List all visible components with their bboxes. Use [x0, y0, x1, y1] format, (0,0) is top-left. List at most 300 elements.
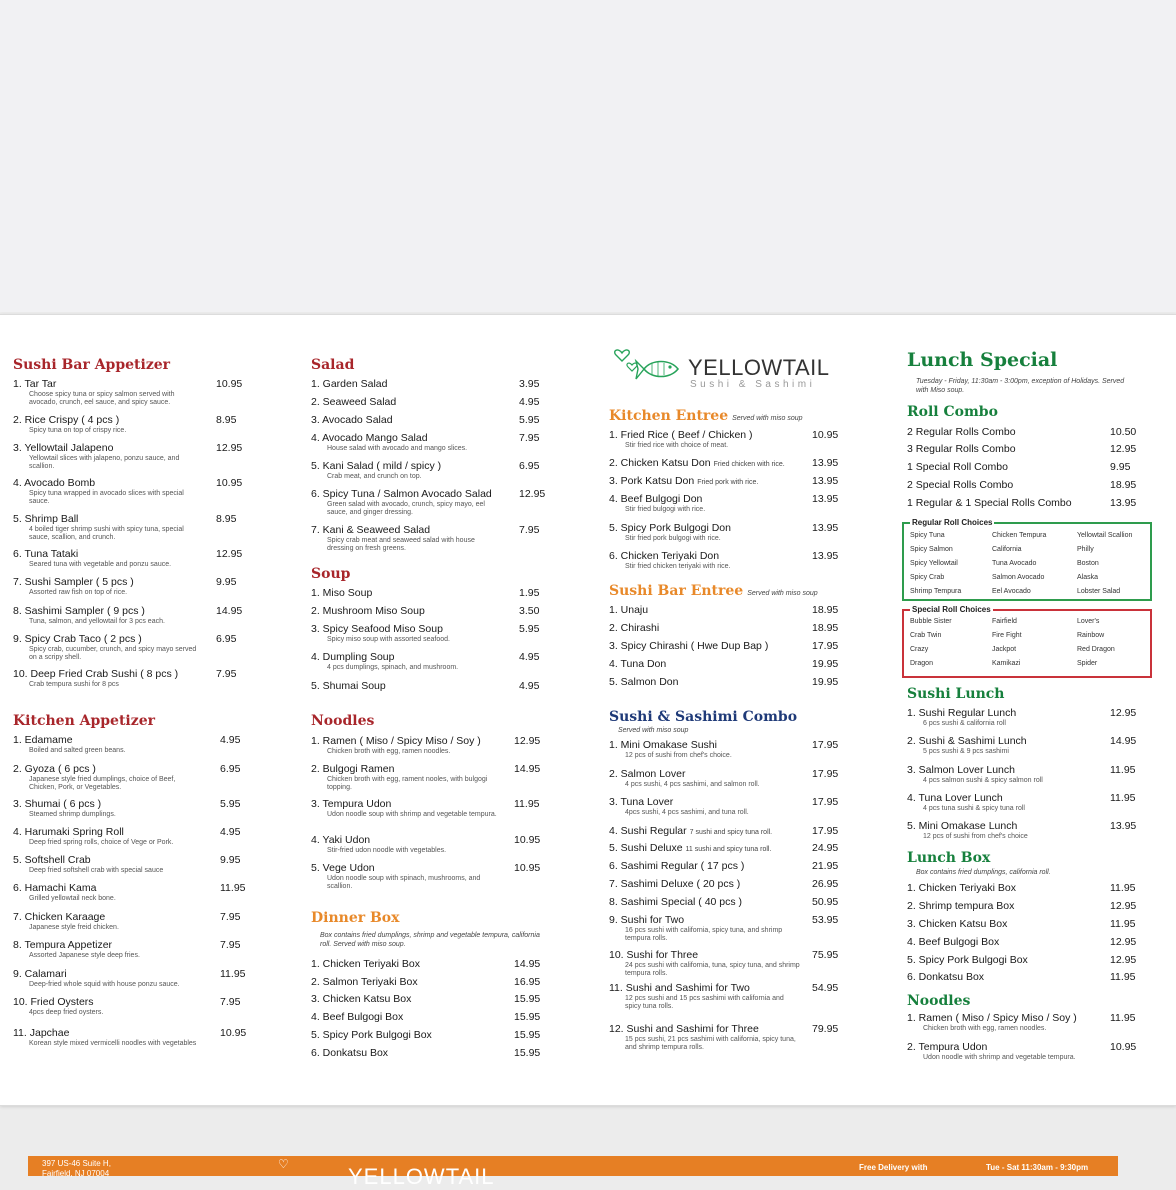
menu-item-price: 11.95 — [1110, 971, 1136, 983]
menu-item — [13, 763, 260, 792]
menu-item-name-text: 5. Shrimp Ball — [13, 513, 79, 525]
menu-item-name-text: 3. Tuna Lover — [609, 796, 674, 808]
menu-item-price: 13.95 — [812, 522, 839, 534]
menu-item-description: Steamed shrimp dumplings. — [29, 811, 116, 818]
roll-choice: Spicy Crab — [910, 574, 945, 581]
fish-logo-icon — [612, 343, 692, 393]
menu-item-description: Grilled yellowtail neck bone. — [29, 895, 116, 902]
menu-item — [311, 414, 559, 426]
menu-item-price: 7.95 — [220, 911, 241, 923]
roll-choice: Crab Twin — [910, 632, 942, 639]
menu-item-name-text: 10. Deep Fried Crab Sushi ( 8 pcs ) — [13, 668, 179, 680]
menu-item-price: 15.95 — [514, 1047, 541, 1059]
menu-item — [311, 993, 554, 1005]
menu-item-description: Stir fried bulgogi with rice. — [625, 506, 706, 513]
menu-item-price: 7.95 — [519, 432, 540, 444]
menu-item-price: 79.95 — [812, 1023, 839, 1035]
menu-item — [907, 1012, 1150, 1033]
menu-item — [311, 1029, 554, 1041]
menu-item — [311, 651, 559, 672]
menu-item-name-text: 3. Pork Katsu Don — [609, 475, 695, 487]
menu-item — [609, 475, 852, 489]
menu-item-price: 17.95 — [812, 640, 839, 652]
menu-item-name-text: 6. Hamachi Kama — [13, 882, 97, 894]
menu-item-name-text: 1 Regular & 1 Special Rolls Combo — [907, 497, 1072, 509]
menu-item-description: Japanese style freid chicken. — [29, 924, 119, 931]
menu-item-name-text: 4. Beef Bulgogi Box — [311, 1011, 404, 1023]
menu-item-inline-desc: Fried pork with rice. — [697, 479, 759, 486]
menu-item — [609, 914, 852, 943]
menu-item-price: 21.95 — [812, 860, 839, 872]
menu-item — [907, 792, 1150, 813]
kitchen-entree-note: Served with miso soup — [732, 415, 803, 422]
menu-item — [311, 605, 559, 617]
menu-item-price: 18.95 — [812, 604, 839, 616]
menu-item-price: 19.95 — [812, 658, 839, 670]
roll-choice: Crazy — [910, 646, 929, 653]
section-title-dinner-box: Dinner Box — [311, 910, 400, 926]
menu-item-price: 17.95 — [812, 796, 839, 808]
menu-item-name-text: 1. Unaju — [609, 604, 649, 616]
menu-item-name-text: 1. Sushi Regular Lunch — [907, 707, 1017, 719]
menu-item-price: 18.95 — [812, 622, 839, 634]
menu-item — [907, 426, 1150, 438]
menu-item-price: 26.95 — [812, 878, 839, 890]
menu-item — [13, 996, 260, 1017]
menu-item-name-text: 6. Tuna Tataki — [13, 548, 79, 560]
menu-item-description: Spicy tuna wrapped in avocado slices with special sauce. — [29, 490, 184, 505]
menu-item-price: 13.95 — [812, 475, 839, 487]
menu-item-price: 12.95 — [216, 442, 243, 454]
menu-item — [311, 862, 554, 891]
menu-item-description: 4 pcs salmon sushi & spicy salmon roll — [923, 777, 1043, 784]
menu-item-name-text: 5. Shumai Soup — [311, 680, 386, 692]
menu-item-price: 9.95 — [220, 854, 241, 866]
menu-item — [13, 442, 256, 471]
menu-item-price: 53.95 — [812, 914, 839, 926]
special-roll-choices-box — [902, 605, 1152, 678]
combo-note: Served with miso soup — [618, 727, 689, 734]
menu-item-name-text: 4. Avocado Bomb — [13, 477, 96, 489]
menu-item-name-text: 5. Kani Salad ( mild / spicy ) — [311, 460, 442, 472]
menu-item-name-text: 9. Spicy Crab Taco ( 2 pcs ) — [13, 633, 142, 645]
section-title-roll-combo: Roll Combo — [907, 404, 998, 420]
menu-item — [609, 457, 852, 471]
menu-item — [609, 550, 852, 571]
menu-item-price: 10.95 — [812, 429, 839, 441]
menu-item-description: Boiled and salted green beans. — [29, 747, 126, 754]
menu-item-name-text: 1. Ramen ( Miso / Spicy Miso / Soy ) — [907, 1012, 1077, 1024]
menu-item-description: Yellowtail slices with jalapeno, ponzu sauce, and scallion. — [29, 455, 180, 470]
menu-item-price: 12.95 — [1110, 936, 1137, 948]
brand-name: YELLOWTAIL — [688, 355, 830, 380]
menu-item-name-text: 2. Mushroom Miso Soup — [311, 605, 425, 617]
menu-item-description: 4pcs deep fried oysters. — [29, 1009, 104, 1016]
menu-item-price: 10.95 — [220, 1027, 247, 1039]
menu-item-price: 17.95 — [812, 825, 839, 837]
menu-item — [907, 764, 1150, 785]
menu-item — [13, 633, 256, 662]
menu-item-name-text: 6. Donkatsu Box — [907, 971, 985, 983]
menu-item-name-text: 3. Spicy Seafood Miso Soup — [311, 623, 443, 635]
roll-choice: Rainbow — [1077, 632, 1105, 639]
heart-icon: ♡ — [278, 1157, 289, 1171]
menu-item — [13, 1027, 260, 1048]
menu-item-price: 11.95 — [514, 798, 540, 810]
menu-item-name-text: 9. Sushi for Two — [609, 914, 685, 926]
menu-item-price: 13.95 — [1110, 820, 1137, 832]
menu-item — [907, 707, 1150, 728]
menu-item-price: 11.95 — [220, 882, 246, 894]
menu-item-price: 11.95 — [1110, 792, 1136, 804]
menu-item-price: 9.95 — [216, 576, 237, 588]
menu-item-price: 11.95 — [1110, 1012, 1136, 1024]
section-title-sushi-bar-appetizer: Sushi Bar Appetizer — [13, 357, 171, 373]
menu-item-description: 4 pcs tuna sushi & spicy tuna roll — [923, 805, 1025, 812]
menu-item-price: 10.50 — [1110, 426, 1137, 438]
menu-item — [311, 488, 559, 517]
roll-choice: Salmon Avocado — [992, 574, 1045, 581]
footer-delivery: Free Delivery with — [859, 1163, 928, 1172]
menu-item-description: Japanese style fried dumplings, choice of Beef, Chicken, Pork, or Vegetables. — [29, 776, 176, 791]
menu-item — [907, 1041, 1150, 1062]
menu-item-price: 12.95 — [1110, 900, 1137, 912]
menu-item-description: 15 pcs sushi, 21 pcs sashimi with california, spicy tuna, and shrimp tempura rolls. — [625, 1036, 796, 1051]
menu-item-name-text: 9. Calamari — [13, 968, 67, 980]
menu-item-description: Deep fried softshell crab with special sauce — [29, 867, 164, 874]
menu-item-name-text: 2. Gyoza ( 6 pcs ) — [13, 763, 96, 775]
menu-item-price: 12.95 — [519, 488, 546, 500]
menu-item-name-text: 1. Chicken Teriyaki Box — [907, 882, 1016, 894]
menu-item — [13, 477, 256, 506]
menu-item-name-text: 8. Tempura Appetizer — [13, 939, 113, 951]
menu-item — [311, 623, 559, 644]
menu-item-name-text: 11. Japchae — [13, 1027, 70, 1039]
menu-item-price: 11.95 — [1110, 918, 1136, 930]
menu-item — [609, 429, 852, 450]
menu-item — [609, 768, 852, 789]
menu-item-price: 7.95 — [216, 668, 237, 680]
menu-item-name-text: 2. Bulgogi Ramen — [311, 763, 395, 775]
menu-item-price: 15.95 — [514, 1011, 541, 1023]
menu-item-price: 9.95 — [1110, 461, 1131, 473]
menu-item-price: 24.95 — [812, 842, 839, 854]
menu-item — [609, 622, 852, 634]
menu-item-name-text: 6. Donkatsu Box — [311, 1047, 389, 1059]
menu-item-price: 4.95 — [519, 680, 540, 692]
regular-roll-choices-title: Regular Roll Choices — [912, 518, 993, 527]
menu-item-price: 17.95 — [812, 739, 839, 751]
menu-item-price: 5.95 — [220, 798, 241, 810]
menu-item-price: 10.95 — [1110, 1041, 1137, 1053]
menu-item-price: 50.95 — [812, 896, 839, 908]
menu-item — [311, 587, 559, 599]
roll-choice: Kamikazi — [992, 660, 1021, 667]
menu-item-description: Choose spicy tuna or spicy salmon served with avocado, crunch, eel sauce, and spicy sauce. — [29, 391, 175, 406]
menu-item — [13, 548, 256, 569]
roll-choice: Philly — [1077, 546, 1094, 553]
menu-item — [609, 896, 852, 908]
menu-item-name-text: 6. Chicken Teriyaki Don — [609, 550, 720, 562]
roll-choice: Spider — [1077, 660, 1098, 667]
menu-item-price: 54.95 — [812, 982, 839, 994]
menu-item — [13, 576, 256, 597]
menu-item — [907, 971, 1150, 983]
menu-item-description: Stir fried chicken teriyaki with rice. — [625, 563, 731, 570]
special-roll-choices-title: Special Roll Choices — [912, 605, 991, 614]
menu-item — [907, 820, 1150, 841]
menu-item-price: 8.95 — [216, 414, 237, 426]
menu-item-description: 16 pcs sushi with california, spicy tuna, and shrimp tempura rolls. — [625, 927, 783, 942]
menu-item — [609, 860, 852, 872]
menu-item-name-text: 10. Fried Oysters — [13, 996, 94, 1008]
menu-item-name-text: 4. Beef Bulgogi Don — [609, 493, 703, 505]
roll-choice: Shrimp Tempura — [910, 588, 962, 595]
section-title-lunch-noodles: Noodles — [907, 993, 971, 1009]
section-title-lunch-special: Lunch Special — [907, 349, 1058, 371]
menu-item — [609, 604, 852, 616]
footer-hours: Tue - Sat 11:30am - 9:30pm — [986, 1163, 1089, 1172]
menu-item-name-text: 3. Chicken Katsu Box — [311, 993, 412, 1005]
section-title-sushi-lunch: Sushi Lunch — [907, 686, 1005, 702]
menu-item-name-text: 5. Mini Omakase Lunch — [907, 820, 1018, 832]
menu-item-description: Crab meat, and crunch on top. — [327, 473, 422, 480]
menu-item — [609, 825, 852, 839]
menu-item-description: Stir fried pork bulgogi with rice. — [625, 535, 721, 542]
menu-item-price: 4.95 — [519, 651, 540, 663]
menu-item-description: Spicy crab meat and seaweed salad with house dressing on fresh greens. — [327, 537, 475, 552]
menu-item — [13, 882, 260, 903]
menu-item-name-text: 1 Special Roll Combo — [907, 461, 1008, 473]
menu-item-description: Spicy tuna on top of crispy rice. — [29, 427, 127, 434]
menu-item-description: 5 pcs sushi & 9 pcs sashimi — [923, 748, 1009, 755]
menu-item — [907, 882, 1150, 894]
menu-item-price: 7.95 — [519, 524, 540, 536]
menu-item-description: Stir fried rice with choice of meat. — [625, 442, 729, 449]
menu-item-description: 4pcs sushi, 4 pcs sashimi, and tuna roll. — [625, 809, 749, 816]
menu-item-price: 7.95 — [220, 939, 241, 951]
menu-item-price: 11.95 — [220, 968, 246, 980]
menu-item — [311, 834, 554, 855]
kitchen-entree-title-text: Kitchen Entree — [609, 408, 729, 424]
menu-item — [13, 513, 256, 542]
menu-item-name-text: 7. Sashimi Deluxe ( 20 pcs ) — [609, 878, 741, 890]
menu-item-name-text: 1. Mini Omakase Sushi — [609, 739, 717, 751]
menu-item — [311, 735, 554, 756]
roll-choice: Jackpot — [992, 646, 1017, 653]
menu-item-name-text: 3. Shumai ( 6 pcs ) — [13, 798, 102, 810]
menu-item-price: 7.95 — [220, 996, 241, 1008]
menu-item-name-text: 3. Salmon Lover Lunch — [907, 764, 1015, 776]
menu-item-name-text: 4. Beef Bulgogi Box — [907, 936, 1000, 948]
menu-item-price: 11.95 — [1110, 882, 1136, 894]
footer-address-line1: 397 US-46 Suite H, — [42, 1159, 111, 1168]
menu-item — [609, 658, 852, 670]
roll-choice: Lover's — [1077, 618, 1100, 625]
menu-item-inline-desc: Fried chicken with rice. — [713, 461, 785, 468]
roll-choice: Red Dragon — [1077, 646, 1115, 653]
menu-item-description: Stir-fried udon noodle with vegetables. — [327, 847, 447, 854]
menu-item — [13, 414, 256, 435]
menu-item — [13, 378, 256, 407]
menu-item-name-text: 3. Tempura Udon — [311, 798, 392, 810]
footer-banner — [28, 1156, 1118, 1189]
menu-item — [13, 968, 260, 989]
menu-item-description: Udon noodle soup with spinach, mushrooms, and scallion. — [327, 875, 481, 890]
menu-item — [311, 396, 559, 408]
menu-item — [311, 680, 559, 692]
menu-item-price: 12.95 — [514, 735, 541, 747]
menu-item-price: 11.95 — [1110, 764, 1136, 776]
menu-item — [907, 954, 1150, 966]
roll-choice: Spicy Tuna — [910, 532, 945, 539]
roll-choice: Bubble Sister — [910, 618, 952, 625]
menu-sheet — [0, 314, 1176, 1106]
menu-item-description: 12 pcs of sushi from chef's choice — [923, 833, 1028, 840]
menu-item-name-text: 2. Rice Crispy ( 4 pcs ) — [13, 414, 120, 426]
roll-choice: Eel Avocado — [992, 588, 1031, 595]
menu-item — [13, 854, 260, 875]
menu-item-price: 3.95 — [519, 378, 540, 390]
menu-item-description: 6 pcs sushi & california roll — [923, 720, 1006, 727]
menu-item-price: 15.95 — [514, 1029, 541, 1041]
roll-choice: Boston — [1077, 560, 1099, 567]
menu-item-name-text: 5. Spicy Pork Bulgogi Box — [907, 954, 1028, 966]
menu-item — [13, 668, 256, 689]
menu-item-name-text: 2. Chicken Katsu Don — [609, 457, 711, 469]
menu-item-name-text: 7. Sushi Sampler ( 5 pcs ) — [13, 576, 134, 588]
menu-item-description: 4 pcs dumplings, spinach, and mushroom. — [327, 664, 459, 671]
menu-item — [311, 1047, 554, 1059]
menu-item — [609, 493, 852, 514]
menu-item-description: Spicy crab, cucumber, crunch, and spicy mayo served on a scripy shell. — [29, 646, 197, 661]
menu-item-name-text: 4. Avocado Mango Salad — [311, 432, 428, 444]
menu-item-name-text: 5. Sushi Deluxe — [609, 842, 683, 854]
menu-item — [311, 378, 559, 390]
menu-item-name-text: 5. Vege Udon — [311, 862, 375, 874]
menu-item-price: 13.95 — [812, 457, 839, 469]
menu-item-description: 12 pcs sushi and 15 pcs sashimi with california and spicy tuna rolls. — [625, 995, 784, 1010]
menu-item-price: 6.95 — [216, 633, 237, 645]
brand-logo — [612, 343, 832, 393]
menu-item — [609, 949, 852, 978]
menu-item — [13, 826, 260, 847]
roll-choice: Fire Fight — [992, 632, 1022, 639]
section-title-soup: Soup — [311, 566, 351, 582]
menu-item-price: 6.95 — [519, 460, 540, 472]
footer-address-line2: Fairfield, NJ 07004 — [42, 1169, 110, 1178]
menu-item-name-text: 6. Spicy Tuna / Salmon Avocado Salad — [311, 488, 492, 500]
menu-item — [13, 798, 260, 819]
menu-item-description: Deep fried spring rolls, choice of Vege or Pork. — [29, 839, 174, 846]
menu-item-description: Crab tempura sushi for 8 pcs — [29, 681, 119, 688]
menu-item-name-text: 4. Sushi Regular — [609, 825, 687, 837]
menu-item-name-text: 2. Tempura Udon — [907, 1041, 988, 1053]
menu-item — [311, 432, 559, 453]
menu-item-price: 75.95 — [812, 949, 839, 961]
menu-item — [609, 739, 852, 760]
roll-choice: Alaska — [1077, 574, 1099, 581]
menu-item-name-text: 12. Sushi and Sashimi for Three — [609, 1023, 759, 1035]
menu-item-description: Korean style mixed vermicelli noodles with vegetables — [29, 1040, 197, 1047]
roll-choice: Yellowtail Scallion — [1077, 532, 1133, 539]
roll-choice: Tuna Avocado — [992, 560, 1037, 567]
menu-item — [907, 497, 1150, 509]
menu-item — [907, 479, 1150, 491]
menu-item — [13, 911, 260, 932]
menu-item-price: 12.95 — [216, 548, 243, 560]
footer-brand: YELLOWTAIL — [348, 1164, 495, 1189]
brand-subtitle: Sushi & Sashimi — [690, 379, 816, 390]
menu-item-name-text: 5. Salmon Don — [609, 676, 679, 688]
menu-item-name-text: 4. Tuna Don — [609, 658, 667, 670]
menu-item-price: 13.95 — [812, 493, 839, 505]
menu-item-name-text: 1. Chicken Teriyaki Box — [311, 958, 420, 970]
menu-item-price: 16.95 — [514, 976, 541, 988]
menu-item — [907, 900, 1150, 912]
menu-item-price: 18.95 — [1110, 479, 1137, 491]
menu-item-price: 6.95 — [220, 763, 241, 775]
menu-item-name-text: 3. Avocado Salad — [311, 414, 393, 426]
menu-item-price: 4.95 — [519, 396, 540, 408]
lunch-special-note: Tuesday - Friday, 11:30am - 3:00pm, exception of Holidays. Served with Miso soup. — [916, 378, 1125, 394]
menu-item-price: 19.95 — [812, 676, 839, 688]
menu-item-price: 15.95 — [514, 993, 541, 1005]
menu-item-price: 10.95 — [514, 862, 541, 874]
menu-item-price: 14.95 — [514, 958, 541, 970]
menu-item — [907, 461, 1150, 473]
roll-choice: Dragon — [910, 660, 933, 667]
menu-item — [311, 460, 559, 481]
menu-item-price: 5.95 — [519, 414, 540, 426]
section-title-noodles: Noodles — [311, 713, 375, 729]
section-title-lunch-box: Lunch Box — [907, 850, 991, 866]
menu-item-name-text: 6. Sashimi Regular ( 17 pcs ) — [609, 860, 745, 872]
menu-item-price: 4.95 — [220, 826, 241, 838]
menu-item-name-text: 5. Spicy Pork Bulgogi Box — [311, 1029, 432, 1041]
menu-item-price: 14.95 — [514, 763, 541, 775]
menu-item — [311, 958, 554, 970]
roll-choice: Lobster Salad — [1077, 588, 1121, 595]
menu-item-name-text: 1. Fried Rice ( Beef / Chicken ) — [609, 429, 753, 441]
menu-item — [311, 1011, 554, 1023]
menu-item — [609, 982, 852, 1011]
menu-item — [609, 1023, 852, 1052]
menu-item — [311, 524, 559, 553]
menu-item-description: Spicy miso soup with assorted seafood. — [327, 636, 450, 643]
menu-item-description: Udon noodle soup with shrimp and vegetable tempura. — [327, 811, 497, 818]
menu-item-name-text: 2 Regular Rolls Combo — [907, 426, 1016, 438]
menu-item-description: Chicken broth with egg, rament nooles, with bulgogi topping. — [327, 776, 488, 791]
menu-item-description: Chicken broth with egg, ramen noodles. — [327, 748, 451, 755]
menu-item-description: 4 boiled tiger shrimp sushi with spicy tuna, special sauce, scallion, and crunch. — [29, 526, 184, 541]
menu-item-description: 4 pcs sushi, 4 pcs sashimi, and salmon roll. — [625, 781, 760, 788]
menu-item-description: 24 pcs sushi with california, tuna, spicy tuna, and shrimp tempura rolls. — [625, 962, 800, 977]
menu-item-name-text: 2. Shrimp tempura Box — [907, 900, 1015, 912]
menu-item-name-text: 1. Tar Tar — [13, 378, 57, 390]
menu-item-inline-desc: 11 sushi and spicy tuna roll. — [685, 846, 772, 853]
menu-item-price: 13.95 — [1110, 497, 1137, 509]
menu-item-name-text: 8. Sashimi Sampler ( 9 pcs ) — [13, 605, 145, 617]
roll-choice: Fairfield — [992, 618, 1017, 625]
top-background — [0, 0, 1176, 312]
menu-item-name-text: 4. Harumaki Spring Roll — [13, 826, 124, 838]
menu-item-name-text: 2. Seaweed Salad — [311, 396, 397, 408]
menu-item-name-text: 1. Edamame — [13, 734, 73, 746]
section-title-salad: Salad — [311, 357, 355, 373]
menu-item — [311, 798, 554, 819]
menu-item-price: 1.95 — [519, 587, 540, 599]
